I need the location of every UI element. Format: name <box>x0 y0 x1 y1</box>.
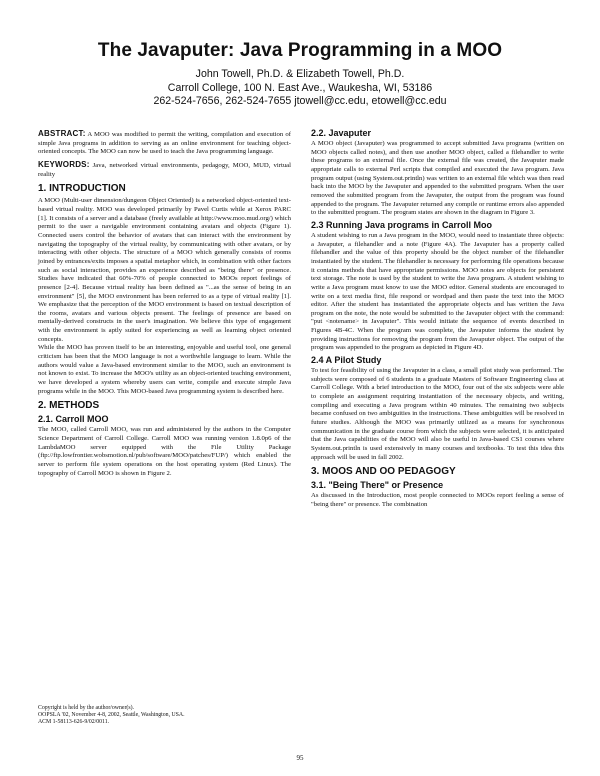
author-block <box>0 68 600 109</box>
author-names: John Towell, Ph.D. & Elizabeth Towell, Ph.D. <box>195 68 405 80</box>
author-contact: 262-524-7656, 262-524-7655 jtowell@cc.edu, etowell@cc.edu <box>153 95 447 107</box>
abstract-label: ABSTRACT: <box>38 129 86 138</box>
right-column <box>311 130 564 510</box>
copyright-footnote <box>38 705 291 727</box>
acm-line: ACM 1-58113-626-9/02/0011. <box>38 719 110 726</box>
keywords <box>38 161 291 179</box>
subsection-heading-running-java: 2.3 Running Java programs in Carroll Moo <box>311 219 493 230</box>
subsection-heading-carroll-moo: 2.1. Carroll MOO <box>38 414 109 425</box>
subsection-heading-javaputer: 2.2. Javaputer <box>311 128 372 138</box>
keywords-text: Java, networked virtual environments, pedagogy, MOO, MUD, virtual reality <box>38 161 291 178</box>
abstract-text: A MOO was modified to permit the writing, compilation and execution of simple Java programs in addition to serving as an online environment for teaching object-oriented concepts. The MOO can now be used to teach the Java programming language. <box>38 131 291 156</box>
conference-line: OOPSLA '02, November 4-8, 2002, Seattle, Washington, USA. <box>38 712 185 719</box>
subsection-heading-pilot-study: 2.4 A Pilot Study <box>311 355 382 366</box>
abstract <box>38 130 291 157</box>
intro-paragraph-2: While the MOO has proven itself to be an interesting, enjoyable and useful tool, one general criticism has been that the MOO language is not a worthwhile language to learn. While the authors would value a Java-based environment similar to the MOO, such an environment is not known to exist. To increase the MOO's utility as an object-oriented teaching environment, we have developed a system whereby users can write, compile and execute simple Java programs while in the MOO. This MOO-based Java programming system is described here. <box>38 344 291 395</box>
page-number: 95 <box>296 754 304 762</box>
carroll-moo-paragraph: The MOO, called Carroll MOO, was run and administered by the authors in the Computer Science Department of Carroll College. Carroll MOO was running version 1.8.0p6 of the LambdaMOO server equipped with the File Utility Package (ftp://ftp.lowfrontier.wobsmotion.nl/pub/software/MOO/patches/FUP/) which enabled the server to perform file system operations on the host operating system (Red Linux). The topography of Carroll MOO is shown in Figure 2. <box>38 426 291 477</box>
section-heading-moos-oo-pedagogy: 3. MOOS AND OO PEDAGOGY <box>311 466 456 478</box>
author-affiliation: Carroll College, 100 N. East Ave., Waukesha, WI, 53186 <box>167 81 433 94</box>
subsection-heading-being-there: 3.1. "Being There" or Presence <box>311 480 444 491</box>
section-heading-introduction: 1. INTRODUCTION <box>38 183 126 195</box>
javaputer-paragraph: A MOO object (Javaputer) was programmed to accept submitted Java programs (written on MOO objects called notes), and then use another MOO object, called a filehandler to write these programs to an external file. Once the external file was created, the Javaputer made appropriate calls to external Perl scripts that compiled and executed the Java program. Java program output (using System.out.println) was written to an external file which was then read back into the MOO by the Javaputer and appended to the submitted program. When the user removed the submitted program from the Javaputer, the output from the program was found appended to the program. The Javaputer returned any compile or runtime errors also appended to the submitted program. The program states are shown in the diagram in Figure 3. <box>311 140 564 217</box>
pilot-study-paragraph: To test for feasibility of using the Javaputer in a class, a small pilot study was performed. The subjects were composed of 6 students in a graduate Masters of Software Engineering class at Carroll College. With a brief introduction to the MOO, four out of the six subjects were able to complete an assignment requiring instantiation of the necessary objects, and writing, compiling and executing a Java program within 40 minutes. The remaining two subjects became confused on two ambiguities in the instructions. These ambiguities will be resolved in future studies. Although the MOO was primarily utilized as a means for synchronous communication in the graduate course from which the subjects were selected, it is anticipated that the Java capabilities of the MOO will also be useful in Java-based CS1 courses where System.out.println is used extensively in many courses and textbooks. To test this idea this approach will be used in fall 2002. <box>311 367 564 461</box>
copyright-line: Copyright is held by the author/owner(s). <box>38 705 134 711</box>
paper-title: The Javaputer: Java Programming in a MOO <box>97 40 503 61</box>
intro-paragraph-1: A MOO (Multi-user dimension/dungeon Object Oriented) is a networked object-oriented text-based virtual reality. MOO was developed primarily by Pavel Curtis while at Xerox PARC [1]. It consists of a server and a database (freely available at http://www.moo.mud.org/) which permit to the user a navigable environment containing avatars and objects (Figure 1). Connected users control the behavior of avatars that can interact with the environment by navigating the topography of the virtual reality, by communicating with other avatars, or by interacting with other objects. The structure of a MOO which generally consists of rooms joined by entrances/exits imposes a spatial metaphor which, in combination with other factors such as social interaction, provides an experience described as "being there" or presence. Studies have indicated that 60%-70% of people connected to MOOs report feelings of presence [2-4]. Because virtual reality has been defined as "...as the sense of being in an environment" [5], the MOO environment has been referred to as a type of virtual reality [1]. We emphasize that the perception of the MOO environment is based on textual description of the rooms, avatars and various objects present. The feelings of presence are based on mentally-derived constructs in the user's imagination. We believe this type of engagement with the environment is aptly suited for experiencing as well as learning object oriented concepts. <box>38 197 291 343</box>
being-there-paragraph: As discussed in the Introduction, most people connected to MOOs report feeling a sense of "being there" or presence. The combination <box>311 492 564 508</box>
section-heading-methods: 2. METHODS <box>38 400 100 412</box>
left-column <box>38 130 291 478</box>
keywords-label: KEYWORDS: <box>38 159 90 169</box>
running-java-paragraph: A student wishing to run a Java program in the MOO, would need to instantiate three objects: a Javaputer, a filehandler and a note (Figure 4A). The Javaputer has a property called filehandler and the value of this property should be the object number of the filehandler instantiated by the student. The filehandler is necessary for performing file operations because it contains methods that have appropriate permissions. MOO notes are objects for persistent text storage. The note is used by the student to write the Java program. A student wishing to write a Java program must know to use the MOO editor. General students are encouraged to write on a text media first, file respond or wordpad and then paste the text into the MOO editor. After the student has instantiated the appropriate objects and has written the Java program on the note, the note would be submitted to the Javaputer object with the command: "put <notename> in Javaputer". This would initiate the sequence of events described in Figures 4B-4C. When the program was complete, the Javaputer informs the student by providing instructions for removing the program from the Javaputer object. The output of the program was appended to the program as depicted in Figure 4D. <box>311 231 564 352</box>
